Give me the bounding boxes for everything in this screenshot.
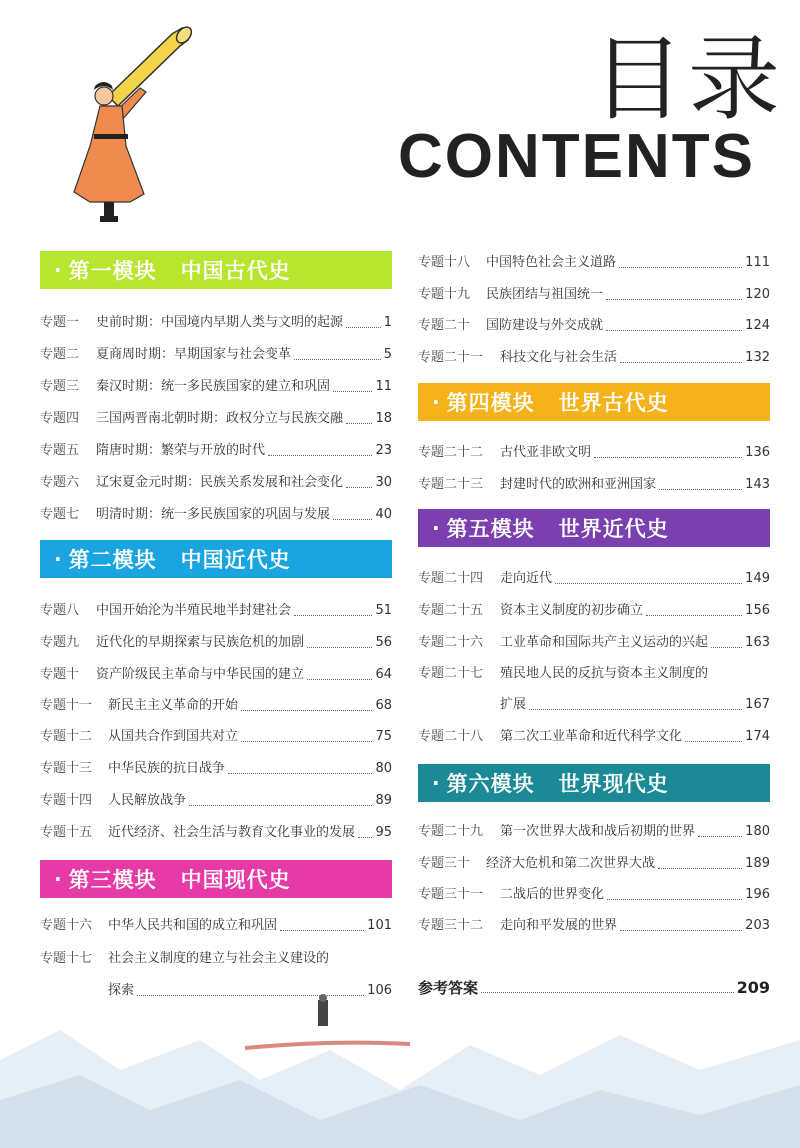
module-name: 中国近代史 [180, 548, 291, 572]
toc-entry-continuation[interactable] [500, 692, 770, 714]
leader-dots [333, 519, 372, 520]
topic-number: 专题二 [40, 347, 80, 362]
topic-number: 专题二十九 [418, 824, 484, 839]
topic-title: 隋唐时期：繁荣与开放的时代 [96, 443, 266, 458]
page-number: 203 [745, 918, 770, 933]
module-label: 第一模块 [68, 259, 157, 283]
leader-dots [619, 267, 742, 268]
topic-number: 专题六 [40, 475, 80, 490]
toc-entry[interactable] [40, 438, 392, 460]
page-number: 40 [375, 507, 392, 522]
page-number: 143 [745, 477, 770, 492]
leader-dots [189, 805, 372, 806]
module-name: 世界现代史 [558, 772, 669, 796]
topic-title: 二战后的世界变化 [500, 887, 605, 902]
module-label: 第四模块 [446, 391, 535, 415]
toc-entry[interactable] [418, 566, 770, 588]
topic-number: 专题二十一 [418, 350, 484, 365]
topic-number: 专题七 [40, 507, 80, 522]
page-number: 30 [375, 475, 392, 490]
page-number: 156 [745, 603, 770, 618]
toc-entry[interactable] [418, 282, 770, 304]
topic-title: 明清时期：统一多民族国家的巩固与发展 [96, 507, 331, 522]
leader-dots [555, 583, 742, 584]
module-5-header[interactable] [418, 509, 770, 547]
page-number: 189 [745, 856, 770, 871]
toc-entry[interactable] [40, 820, 392, 842]
page-number: 1 [383, 315, 392, 330]
leader-dots [711, 647, 742, 648]
toc-entry[interactable] [40, 310, 392, 332]
toc-entry[interactable] [40, 502, 392, 524]
leader-dots [646, 615, 742, 616]
topic-title: 走向近代 [500, 571, 553, 586]
leader-dots [241, 710, 372, 711]
module-6-header[interactable] [418, 764, 770, 802]
module-4-header[interactable] [418, 383, 770, 421]
leader-dots [620, 930, 742, 931]
toc-entry[interactable] [418, 661, 770, 683]
toc-entry[interactable] [418, 913, 770, 935]
topic-number: 专题三十二 [418, 918, 484, 933]
topic-title: 走向和平发展的世界 [500, 918, 618, 933]
topic-title: 史前时期：中国境内早期人类与文明的起源 [96, 315, 344, 330]
leader-dots [620, 362, 742, 363]
toc-entry[interactable] [418, 313, 770, 335]
topic-title: 中华民族的抗日战争 [108, 761, 226, 776]
topic-title: 从国共合作到国共对立 [108, 729, 239, 744]
topic-number: 专题九 [40, 635, 80, 650]
topic-number: 专题十七 [40, 951, 93, 966]
topic-title: 封建时代的欧洲和亚洲国家 [500, 477, 657, 492]
leader-dots [685, 741, 742, 742]
leader-dots [698, 836, 742, 837]
bullet-dot: · [432, 516, 441, 540]
bullet-dot: · [432, 390, 441, 414]
topic-number: 专题十九 [418, 287, 471, 302]
leader-dots [659, 489, 742, 490]
leader-dots [241, 741, 372, 742]
topic-number: 专题三十 [418, 856, 471, 871]
page-number: 18 [375, 411, 392, 426]
topic-number: 专题十六 [40, 918, 93, 933]
toc-entry[interactable] [418, 851, 770, 873]
topic-number: 专题八 [40, 603, 80, 618]
topic-title: 三国两晋南北朝时期：政权分立与民族交融 [96, 411, 344, 426]
module-name: 中国现代史 [180, 868, 291, 892]
leader-dots [294, 615, 372, 616]
horn-player-illustration [60, 26, 200, 236]
topic-title: 夏商周时期：早期国家与社会变革 [96, 347, 292, 362]
topic-title: 辽宋夏金元时期：民族关系发展和社会变化 [96, 475, 344, 490]
topic-title: 社会主义制度的建立与社会主义建设的 [108, 951, 330, 966]
module-name: 世界古代史 [558, 391, 669, 415]
page-number: 120 [745, 287, 770, 302]
module-name: 世界近代史 [558, 517, 669, 541]
toc-entry[interactable] [418, 630, 770, 652]
page-number: 68 [375, 698, 392, 713]
leader-dots [307, 679, 372, 680]
page-number: 209 [736, 978, 770, 997]
page-number: 5 [383, 347, 392, 362]
topic-title: 近代经济、社会生活与教育文化事业的发展 [108, 825, 356, 840]
bullet-dot: · [54, 258, 63, 282]
toc-entry[interactable] [40, 756, 392, 778]
topic-number: 专题十四 [40, 793, 93, 808]
toc-entry[interactable] [40, 788, 392, 810]
topic-title: 工业革命和国际共产主义运动的兴起 [500, 635, 709, 650]
page-number: 163 [745, 635, 770, 650]
leader-dots [606, 299, 742, 300]
toc-entry[interactable] [418, 472, 770, 494]
leader-dots [658, 868, 742, 869]
page-number: 11 [375, 379, 392, 394]
leader-dots [333, 391, 372, 392]
toc-entry[interactable] [418, 724, 770, 746]
topic-title: 探索 [108, 983, 135, 998]
toc-entry[interactable] [418, 882, 770, 904]
toc-entry[interactable] [40, 693, 392, 715]
leader-dots [529, 709, 742, 710]
topic-title: 秦汉时期：统一多民族国家的建立和巩固 [96, 379, 331, 394]
page-number: 101 [367, 918, 392, 933]
toc-entry[interactable] [40, 470, 392, 492]
page-number: 149 [745, 571, 770, 586]
page-number: 124 [745, 318, 770, 333]
toc-entry[interactable] [40, 598, 392, 620]
page-title-en: CONTENTS [398, 122, 755, 191]
topic-number: 专题二十七 [418, 666, 484, 681]
topic-title: 民族团结与祖国统一 [486, 287, 604, 302]
toc-entry[interactable] [40, 913, 392, 935]
module-3-header[interactable] [40, 860, 392, 898]
page-number: 174 [745, 729, 770, 744]
leader-dots [346, 327, 381, 328]
topic-number: 专题二十三 [418, 477, 484, 492]
page-number: 56 [375, 635, 392, 650]
toc-entry[interactable] [418, 440, 770, 462]
topic-number: 专题二十八 [418, 729, 484, 744]
page-number: 80 [375, 761, 392, 776]
mountain-scene-illustration [0, 990, 800, 1148]
topic-number: 专题十五 [40, 825, 93, 840]
toc-entry[interactable] [40, 342, 392, 364]
bullet-dot: · [54, 867, 63, 891]
topic-title: 资产阶级民主革命与中华民国的建立 [96, 667, 305, 682]
topic-title: 新民主主义革命的开始 [108, 698, 239, 713]
leader-dots [606, 330, 742, 331]
leader-dots [594, 457, 742, 458]
topic-number: 专题二十二 [418, 445, 484, 460]
toc-entry[interactable] [40, 662, 392, 684]
leader-dots [294, 359, 381, 360]
page-number: 23 [375, 443, 392, 458]
topic-title: 中国开始沦为半殖民地半封建社会 [96, 603, 292, 618]
topic-title: 人民解放战争 [108, 793, 187, 808]
topic-title: 中华人民共和国的成立和巩固 [108, 918, 278, 933]
page-number: 111 [745, 255, 770, 270]
toc-entry[interactable] [40, 406, 392, 428]
page-number: 75 [375, 729, 392, 744]
page-number: 51 [375, 603, 392, 618]
page-number: 95 [375, 825, 392, 840]
module-2-header[interactable] [40, 540, 392, 578]
topic-number: 专题五 [40, 443, 80, 458]
toc-entry[interactable] [418, 250, 770, 272]
module-label: 第六模块 [446, 772, 535, 796]
topic-title: 中国特色社会主义道路 [486, 255, 617, 270]
topic-number: 专题二十 [418, 318, 471, 333]
leader-dots [307, 647, 372, 648]
topic-title: 殖民地人民的反抗与资本主义制度的 [500, 666, 709, 681]
page-title-cn: 目录 [592, 26, 785, 133]
topic-number: 专题三 [40, 379, 80, 394]
toc-entry[interactable] [40, 374, 392, 396]
topic-number: 专题十三 [40, 761, 93, 776]
page-number: 132 [745, 350, 770, 365]
answers-label: 参考答案 [418, 979, 479, 997]
topic-number: 专题十八 [418, 255, 471, 270]
page-number: 64 [375, 667, 392, 682]
topic-number: 专题二十五 [418, 603, 484, 618]
module-label: 第五模块 [446, 517, 535, 541]
module-1-header[interactable] [40, 251, 392, 289]
leader-dots [346, 423, 372, 424]
topic-number: 专题四 [40, 411, 80, 426]
toc-entry[interactable] [40, 946, 392, 968]
toc-entry[interactable] [418, 819, 770, 841]
topic-number: 专题十 [40, 667, 80, 682]
leader-dots [358, 837, 372, 838]
topic-title: 科技文化与社会生活 [500, 350, 618, 365]
page-number: 89 [375, 793, 392, 808]
toc-entry[interactable] [418, 345, 770, 367]
module-label: 第二模块 [68, 548, 157, 572]
topic-number: 专题十一 [40, 698, 93, 713]
toc-entry[interactable] [418, 598, 770, 620]
topic-title: 第一次世界大战和战后初期的世界 [500, 824, 696, 839]
topic-number: 专题二十六 [418, 635, 484, 650]
topic-title: 资本主义制度的初步确立 [500, 603, 644, 618]
topic-title: 经济大危机和第二次世界大战 [486, 856, 656, 871]
module-label: 第三模块 [68, 868, 157, 892]
topic-number: 专题十二 [40, 729, 93, 744]
page-number: 196 [745, 887, 770, 902]
topic-title: 近代化的早期探索与民族危机的加剧 [96, 635, 305, 650]
topic-title: 扩展 [500, 697, 527, 712]
page-number: 180 [745, 824, 770, 839]
topic-number: 专题一 [40, 315, 80, 330]
topic-title: 第二次工业革命和近代科学文化 [500, 729, 683, 744]
leader-dots [346, 487, 372, 488]
topic-number: 专题二十四 [418, 571, 484, 586]
leader-dots [228, 773, 372, 774]
toc-entry[interactable] [40, 630, 392, 652]
page-number: 106 [367, 983, 392, 998]
page-number: 136 [745, 445, 770, 460]
topic-title: 国防建设与外交成就 [486, 318, 604, 333]
bullet-dot: · [432, 771, 441, 795]
topic-number: 专题三十一 [418, 887, 484, 902]
module-name: 中国古代史 [180, 259, 291, 283]
toc-entry[interactable] [40, 724, 392, 746]
leader-dots [607, 899, 742, 900]
leader-dots [268, 455, 372, 456]
page-number: 167 [745, 697, 770, 712]
topic-title: 古代亚非欧文明 [500, 445, 592, 460]
leader-dots [280, 930, 364, 931]
bullet-dot: · [54, 547, 63, 571]
